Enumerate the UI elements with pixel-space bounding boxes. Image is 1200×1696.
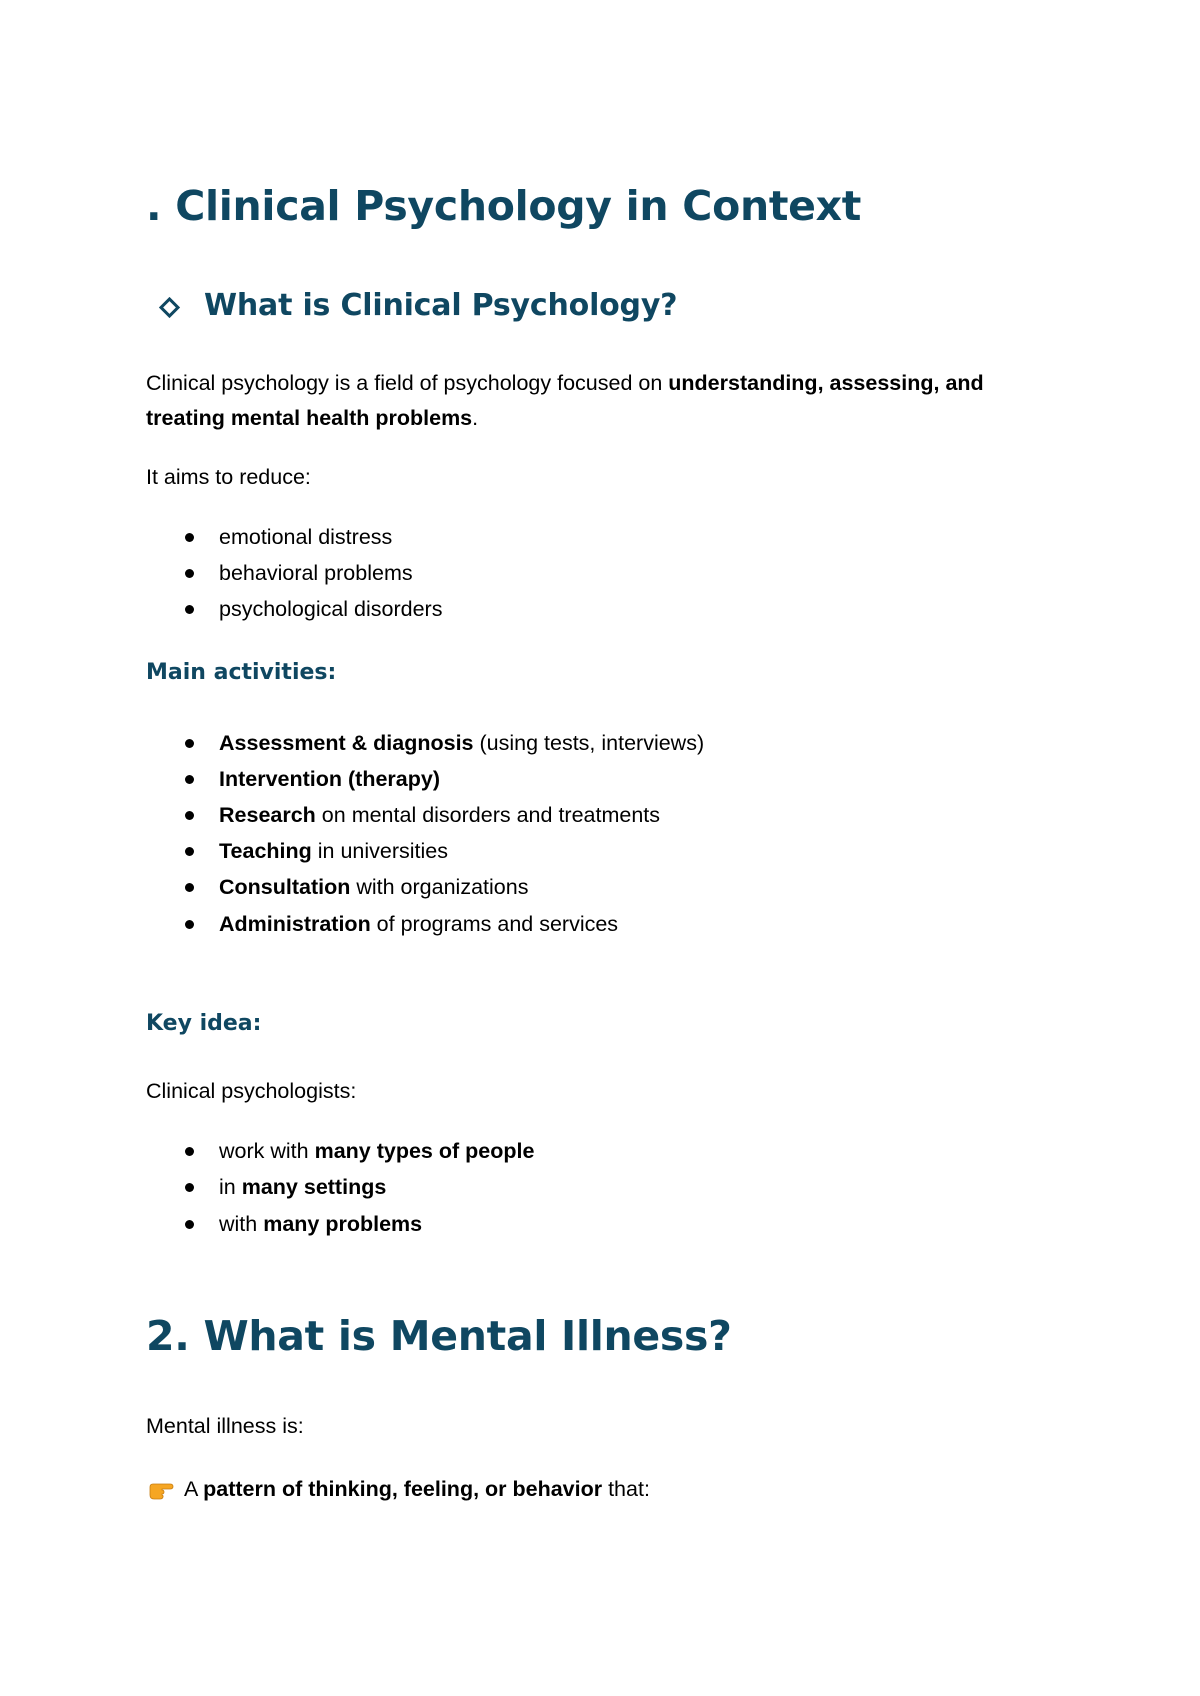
list-item: [219, 870, 528, 905]
bullet-icon: [185, 847, 194, 856]
activity-bold: Intervention (therapy): [219, 767, 440, 791]
bullet-icon: [185, 1183, 194, 1192]
bullet-icon: [185, 1147, 194, 1156]
point-plain: A: [184, 1477, 204, 1501]
section-1-subheading: What is Clinical Psychology?: [204, 288, 678, 323]
intro-bold-text-2: treating mental health problems: [146, 406, 473, 430]
point-plain-end: that:: [602, 1477, 650, 1501]
list-item: [219, 1170, 386, 1205]
list-item: behavioral problems: [219, 561, 413, 585]
aims-label: It aims to reduce:: [146, 465, 311, 489]
key-point-bold: many problems: [263, 1212, 423, 1236]
activity-bold: Consultation: [219, 875, 351, 899]
mental-illness-label: Mental illness is:: [146, 1414, 304, 1438]
bullet-icon: [185, 811, 194, 820]
intro-line-1: [146, 366, 984, 401]
key-point-plain: work with: [219, 1139, 315, 1163]
section-2-heading: 2. What is Mental Illness?: [146, 1312, 732, 1360]
key-point-bold: many settings: [241, 1175, 387, 1199]
intro-line-2: [146, 401, 478, 436]
bullet-icon: [185, 605, 194, 614]
activity-bold: Administration: [219, 912, 371, 936]
activity-bold: Assessment & diagnosis: [219, 731, 474, 755]
list-item: [219, 1134, 534, 1169]
list-item: emotional distress: [219, 525, 393, 549]
key-idea-label: Clinical psychologists:: [146, 1079, 357, 1103]
pointing-hand-icon: [148, 1480, 174, 1500]
list-item: [219, 762, 440, 797]
activity-rest: on mental disorders and treatments: [315, 803, 661, 827]
activity-rest: (using tests, interviews): [473, 731, 705, 755]
key-point-plain: with: [219, 1212, 264, 1236]
diamond-icon: [159, 297, 180, 318]
list-item: [219, 834, 448, 869]
activities-heading: Main activities:: [146, 660, 337, 685]
list-item: [219, 798, 660, 833]
key-point-plain: in: [219, 1175, 242, 1199]
section-1-heading: . Clinical Psychology in Context: [146, 182, 862, 230]
bullet-icon: [185, 883, 194, 892]
activity-rest: with organizations: [350, 875, 529, 899]
activity-bold: Teaching: [219, 839, 312, 863]
activity-rest: of programs and services: [370, 912, 619, 936]
bullet-icon: [185, 920, 194, 929]
mental-illness-point: [184, 1472, 650, 1507]
activity-rest: in universities: [311, 839, 449, 863]
bullet-icon: [185, 775, 194, 784]
list-item: [219, 1207, 422, 1242]
key-point-bold: many types of people: [314, 1139, 535, 1163]
point-bold: pattern of thinking, feeling, or behavior: [203, 1477, 603, 1501]
key-idea-heading: Key idea:: [146, 1011, 262, 1036]
bullet-icon: [185, 533, 194, 542]
activity-bold: Research: [219, 803, 316, 827]
list-item: [219, 907, 618, 942]
bullet-icon: [185, 569, 194, 578]
intro-bold-text: understanding, assessing, and: [668, 371, 984, 395]
intro-period: .: [472, 406, 479, 430]
list-item: [219, 726, 704, 761]
bullet-icon: [185, 1220, 194, 1229]
intro-plain-text: Clinical psychology is a field of psychology focused on: [146, 371, 669, 395]
bullet-icon: [185, 739, 194, 748]
list-item: psychological disorders: [219, 597, 443, 621]
